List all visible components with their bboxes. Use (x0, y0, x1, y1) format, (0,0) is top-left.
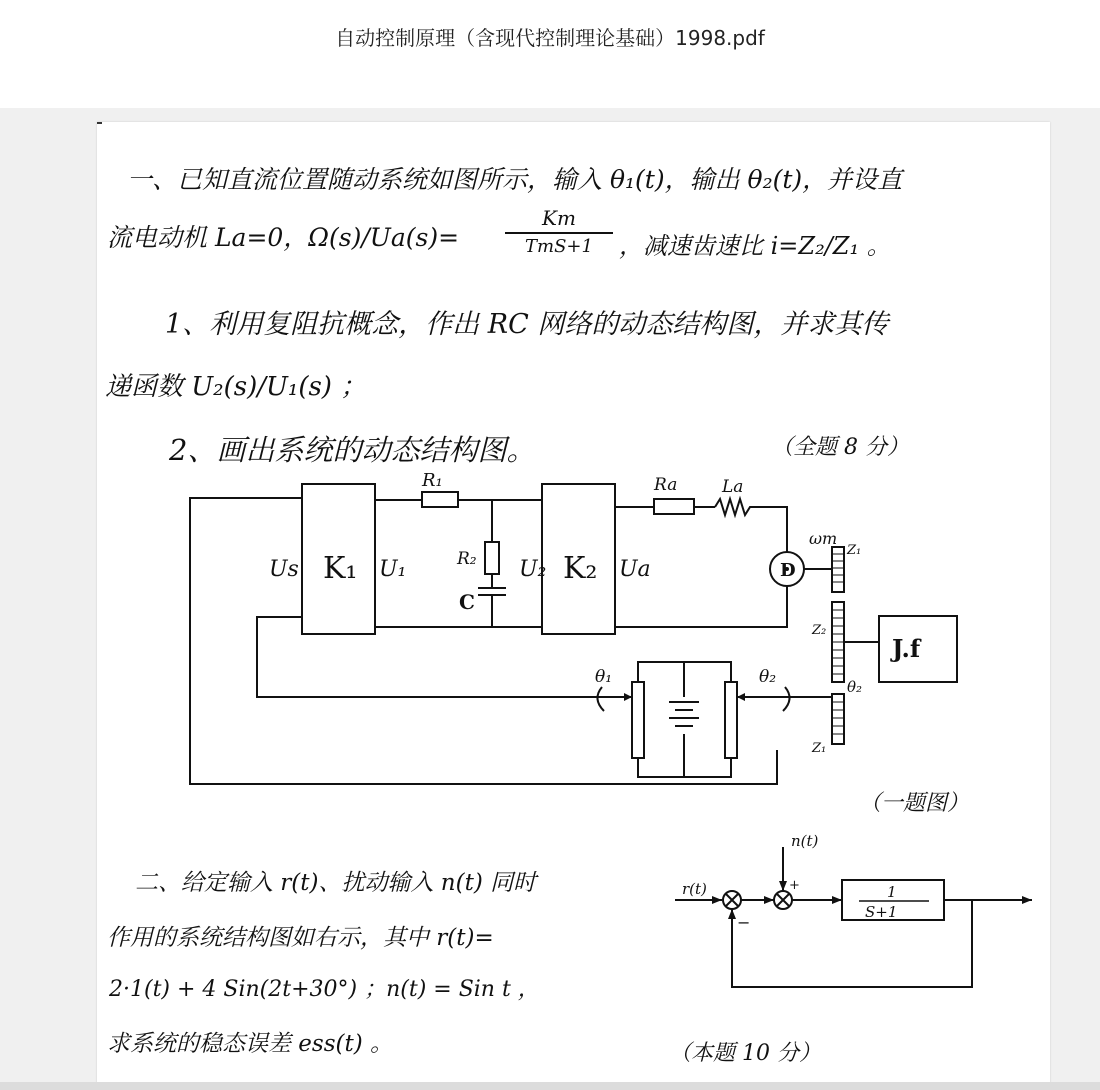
p2-line3: 2·1(t) + 4 Sin(2t+30°) ；n(t) = Sin t ， (109, 977, 540, 1002)
p1-line3: 1、利用复阻抗概念，作出 RC 网络的动态结构图，并求其传 (165, 309, 889, 340)
label-u2: U₂ (519, 557, 547, 582)
pdf-viewer[interactable] (0, 108, 1100, 1090)
label-ua: Ua (619, 557, 651, 582)
bd-label-n: n(t) (791, 832, 819, 850)
label-r2: R₂ (457, 549, 477, 569)
wire-motor-bottom (615, 586, 787, 627)
p1-line4: 递函数 U₂(s)/U₁(s) ； (105, 372, 367, 402)
battery (669, 702, 699, 726)
theta2-rotation-arrow (783, 687, 790, 711)
bottom-scroll-edge (0, 1082, 1100, 1090)
potentiometer-right (725, 682, 737, 758)
title-bar (0, 0, 1100, 108)
resistor-r2 (485, 542, 499, 574)
label-load: J.f (892, 634, 921, 663)
bd-label-plus: + (789, 878, 800, 893)
bd-arrow-block (832, 896, 842, 904)
bd-label-minus: − (737, 913, 751, 932)
p1-line1: 一、已知直流位置随动系统如图所示，输入 θ₁(t)，输出 θ₂(t)，并设直 (127, 165, 903, 194)
potentiometer-left (632, 682, 644, 758)
bd-arrow-output (1022, 896, 1032, 904)
label-r1: R₁ (422, 470, 443, 491)
bd-arrow-mid (764, 896, 774, 904)
tf-numerator: Km (542, 206, 576, 230)
p2-line1: 二、给定输入 r(t)、扰动输入 n(t) 同时 (135, 870, 537, 896)
bd-feedback-line (732, 900, 972, 987)
document-title: 自动控制原理（含现代控制理论基础）1998.pdf (335, 26, 765, 50)
bd-arrow-input (712, 896, 722, 904)
inductor-la (715, 499, 787, 552)
label-z1-bottom: Z₁ (812, 741, 827, 756)
outer-loop-wire (190, 498, 777, 784)
bd-sum2-cross (777, 894, 789, 906)
label-k1: K₁ (323, 551, 358, 586)
resistor-r1 (422, 492, 458, 507)
p1-score: （全题 8 分） (771, 435, 909, 460)
label-us: Us (269, 557, 299, 582)
label-c: C (459, 590, 475, 614)
p2-line4: 求系统的稳态误差 ess(t) 。 (107, 1031, 394, 1057)
p1-line2b: ，减速齿速比 i=Z₂/Z₁ 。 (619, 232, 891, 260)
label-theta2-gear: θ₂ (847, 678, 863, 696)
gear-teeth (832, 554, 844, 734)
label-wm: ωm (809, 529, 838, 548)
theta1-rotation-arrow (597, 687, 604, 711)
bd-label-den: S+1 (865, 903, 898, 921)
label-k2: K₂ (563, 551, 598, 586)
bd-arrow-n (779, 881, 787, 891)
label-z1-top: Z₁ (847, 543, 862, 558)
bd-label-num: 1 (887, 883, 897, 901)
label-theta1: θ₁ (595, 667, 613, 687)
figure-caption: （一题图） (859, 791, 970, 816)
p2-score: （本题 10 分） (669, 1041, 821, 1066)
label-la: La (722, 477, 744, 497)
resistor-ra (654, 499, 694, 514)
bd-arrow-feedback (728, 909, 736, 919)
arrow-wiper-left (624, 693, 632, 701)
tf-denominator: TmS+1 (525, 236, 593, 257)
label-theta2: θ₂ (759, 667, 777, 687)
pdf-page (97, 122, 1050, 1090)
label-ra: Ra (654, 475, 678, 495)
p2-line2: 作用的系统结构图如右示，其中 r(t)= (107, 925, 494, 951)
p1-line2a: 流电动机 La=0，Ω(s)/Ua(s)= (107, 223, 460, 252)
theta1-wire (257, 617, 617, 697)
p1-line5: 2、画出系统的动态结构图。 (169, 433, 536, 467)
capacitor-c (478, 588, 506, 595)
bd-label-r: r(t) (682, 880, 707, 898)
label-d: D (780, 560, 796, 581)
arrow-wiper-right (737, 693, 745, 701)
label-u1: U₁ (379, 557, 407, 582)
label-z2: Z₂ (812, 623, 827, 638)
bd-sum1-cross (726, 894, 738, 906)
